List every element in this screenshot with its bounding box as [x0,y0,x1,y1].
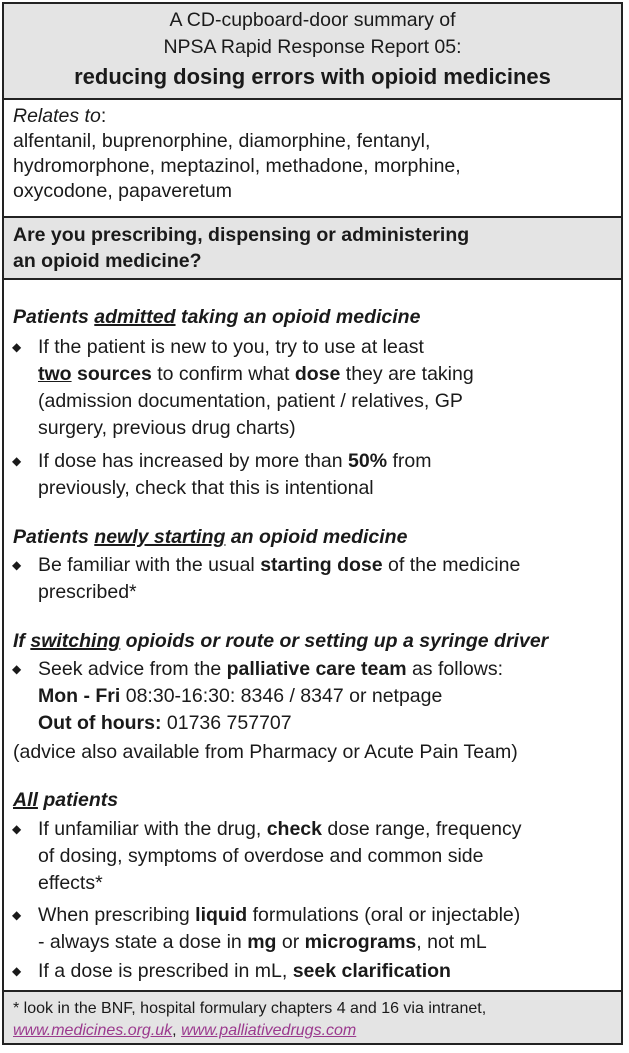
relates-to-block [4,100,621,218]
heading-admitted: Patients admitted taking an opioid medicine [13,306,421,328]
switching-b1-line-2: Mon - Fri 08:30-16:30: 8346 / 8347 or netpage [38,685,443,707]
all-b2-line-1: When prescribing liquid formulations (oral or injectable) [38,904,521,926]
title-line-2: NPSA Rapid Response Report 05: [163,36,462,58]
title-block [4,4,621,100]
admitted-b2-line-2: previously, check that this is intentional [38,477,374,499]
heading-switching: If switching opioids or route or setting up a syringe driver [13,630,549,652]
admitted-b1-line-3: (admission documentation, patient / relatives, GP [38,390,463,412]
footer-note: * look in the BNF, hospital formulary chapters 4 and 16 via intranet, [13,1000,487,1017]
medicines-link[interactable]: www.medicines.org.uk [13,1022,173,1039]
admitted-b1-line-1: If the patient is new to you, try to use at least [38,336,424,358]
question-line-1: Are you prescribing, dispensing or administering [13,224,470,246]
guidance-body [4,280,621,990]
admitted-b2-line-1: If dose has increased by more than 50% from [38,450,432,472]
heading-all-patients: All patients [13,789,119,811]
newly-b1-line-1: Be familiar with the usual starting dose of the medicine [38,554,521,576]
title-line-1: A CD-cupboard-door summary of [169,9,456,31]
all-b2-line-2: - always state a dose in mg or micrograms, not mL [38,931,487,953]
drug-list-line-3: oxycodone, papaveretum [13,180,232,202]
footer-links: www.medicines.org.uk, www.palliativedrugs.com [13,1022,357,1039]
all-b3-line: If a dose is prescribed in mL, seek clarification [38,960,451,982]
drug-list-line-1: alfentanil, buprenorphine, diamorphine, fentanyl, [13,130,431,152]
bullet-icon: ◆ [12,964,22,978]
bullet-icon: ◆ [12,908,22,922]
admitted-b1-line-2: two sources to confirm what dose they are taking [38,363,474,385]
all-b1-line-3: effects* [38,872,103,894]
switching-b1-line-3: Out of hours: 01736 757707 [38,712,292,734]
bullet-icon: ◆ [12,662,22,676]
switching-note: (advice also available from Pharmacy or Acute Pain Team) [13,741,518,763]
bullet-icon: ◆ [12,822,22,836]
newly-b1-line-2: prescribed* [38,581,137,603]
palliativedrugs-link[interactable]: www.palliativedrugs.com [181,1022,357,1039]
question-line-2: an opioid medicine? [13,250,202,272]
all-b1-line-2: of dosing, symptoms of overdose and common side [38,845,484,867]
summary-card [2,2,623,1045]
title-main: reducing dosing errors with opioid medicines [74,64,551,89]
bullet-icon: ◆ [12,340,22,354]
heading-newly-starting: Patients newly starting an opioid medicine [13,526,408,548]
relates-label: Relates to: [13,105,107,127]
switching-b1-line-1: Seek advice from the palliative care team as follows: [38,658,503,680]
bullet-icon: ◆ [12,558,22,572]
admitted-b1-line-4: surgery, previous drug charts) [38,417,296,439]
footer-block [4,990,621,1043]
bullet-icon: ◆ [12,454,22,468]
drug-list-line-2: hydromorphone, meptazinol, methadone, morphine, [13,155,461,177]
question-block [4,218,621,280]
all-b1-line-1: If unfamiliar with the drug, check dose range, frequency [38,818,522,840]
